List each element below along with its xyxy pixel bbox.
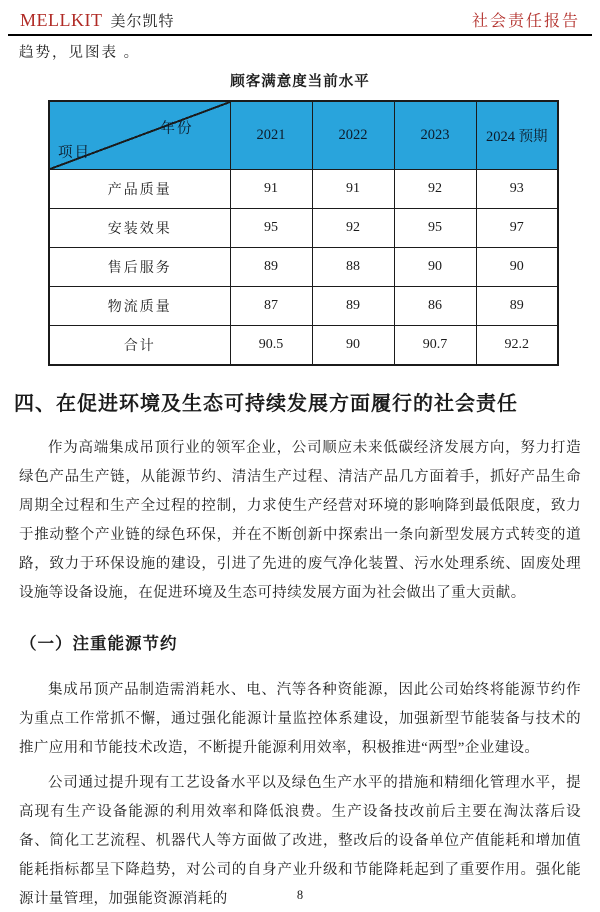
table-row xyxy=(49,326,558,366)
subsection-heading-energy-saving: （一）注重能源节约 xyxy=(20,635,178,653)
brand xyxy=(20,10,175,31)
paragraph-energy-1: 集成吊顶产品制造需消耗水、电、汽等各种资能源，因此公司始终将能源节约作为重点工作常抓不懈，通过强化能源计量监控体系建设，加强新型节能装备与技术的推广应用和节能技术改造，不断提升能源利用效率，积极推进“两型”企业建设。 xyxy=(19,682,581,756)
table-cell: 91 xyxy=(230,170,312,209)
table-cell: 93 xyxy=(476,170,558,209)
table-cell: 92 xyxy=(312,209,394,248)
table-cell: 95 xyxy=(230,209,312,248)
table-row xyxy=(49,248,558,287)
row-label-total: 合计 xyxy=(49,326,230,366)
table-cell: 88 xyxy=(312,248,394,287)
column-header-2024-forecast: 2024 预期 xyxy=(476,101,558,170)
corner-header-cell xyxy=(49,101,230,170)
table-title: 顾客满意度当前水平 xyxy=(230,74,370,90)
doc-title: 社会责任报告 xyxy=(471,13,580,30)
table-cell: 90 xyxy=(476,248,558,287)
table-cell: 90.5 xyxy=(230,326,312,366)
table-cell: 90 xyxy=(394,248,476,287)
brand-logo-text: MELLKIT xyxy=(20,10,103,30)
table-cell: 89 xyxy=(230,248,312,287)
table-row xyxy=(49,170,558,209)
table-row xyxy=(49,287,558,326)
section-heading: 四、在促进环境及生态可持续发展方面履行的社会责任 xyxy=(14,393,518,415)
table-cell: 86 xyxy=(394,287,476,326)
table-cell: 95 xyxy=(394,209,476,248)
corner-label-year: 年份 xyxy=(160,121,194,137)
row-label-product-quality: 产品质量 xyxy=(49,170,230,209)
column-header-2023: 2023 xyxy=(394,101,476,170)
table-cell: 97 xyxy=(476,209,558,248)
page-header xyxy=(8,0,592,36)
satisfaction-table xyxy=(48,100,559,366)
paragraph-energy-2: 公司通过提升现有工艺设备水平以及绿色生产水平的措施和精细化管理水平，提高现有生产设备能源的利用效率和降低浪费。生产设备技改前后主要在淘汰落后设备、简化工艺流程、机器代人等方面做了改进，整改后的设备单位产值能耗和增加值能耗指标都呈下降趋势，对公司的自身产业升级和节能降耗起到了重要作用。强化能源计量管理，加强能资源消耗的 xyxy=(19,775,581,907)
column-header-2022: 2022 xyxy=(312,101,394,170)
row-label-installation-effect: 安装效果 xyxy=(49,209,230,248)
table-cell: 92.2 xyxy=(476,326,558,366)
table-cell: 90.7 xyxy=(394,326,476,366)
table-row xyxy=(49,209,558,248)
table-cell: 89 xyxy=(312,287,394,326)
page-number: 8 xyxy=(296,888,304,902)
column-header-2021: 2021 xyxy=(230,101,312,170)
table-cell: 92 xyxy=(394,170,476,209)
table-cell: 91 xyxy=(312,170,394,209)
corner-label-item: 项目 xyxy=(58,145,91,161)
row-label-logistics-quality: 物流质量 xyxy=(49,287,230,326)
table-header-row xyxy=(49,101,558,170)
table-cell: 87 xyxy=(230,287,312,326)
intro-text: 趋势，见图表 。 xyxy=(19,45,141,61)
table-cell: 90 xyxy=(312,326,394,366)
table-cell: 89 xyxy=(476,287,558,326)
brand-name-cn: 美尔凯特 xyxy=(110,14,175,30)
paragraph-environment: 作为高端集成吊顶行业的领军企业，公司顺应未来低碳经济发展方向，努力打造绿色产品生产链，从能源节约、清洁生产过程、清洁产品几方面着手，抓好产品生命周期全过程和生产全过程的控制，力求使生产经营对环境的影响降到最低限度，致力于推动整个产业链的绿色环保，并在不断创新中探索出一条向新型发展方式转变的道路，致力于环保设施的建设，引进了先进的废气净化装置、污水处理系统、固废处理设施等设备设施，在促进环境及生态可持续发展方面为社会做出了重大贡献。 xyxy=(19,440,581,601)
row-label-after-sales-service: 售后服务 xyxy=(49,248,230,287)
